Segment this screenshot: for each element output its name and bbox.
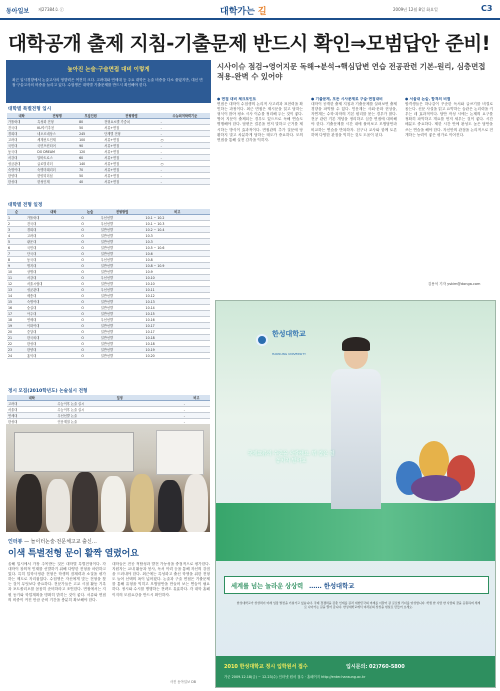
table-cell: 서류+면접 — [103, 173, 159, 179]
ad-footer — [216, 656, 496, 688]
table-cell: KU자기추천 — [36, 125, 78, 131]
table-cell: - — [160, 173, 210, 179]
table-cell: - — [160, 131, 210, 137]
table-cell: 일반선발 — [100, 347, 145, 353]
table-cell: 10.17 — [145, 329, 210, 335]
right-article-col2 — [311, 97, 397, 287]
table-cell: O — [80, 341, 99, 347]
hansung-university-ad — [215, 300, 496, 688]
table-cell: - — [183, 401, 210, 407]
essay-admission-table — [7, 395, 210, 425]
ad-model-body — [331, 369, 381, 509]
table-cell: 가톨릭대 — [7, 119, 36, 125]
table-cell: 10 — [7, 269, 26, 275]
table-header: 논술 — [80, 209, 99, 215]
table-cell: - — [160, 125, 210, 131]
table-cell: O — [80, 347, 99, 353]
page-number: C3 — [481, 4, 493, 13]
info-box-title: 높아진 논술·구술면접 대비 이렇게 — [67, 67, 150, 73]
ad-tagline-bar — [224, 576, 489, 594]
table-cell: 서울시립대 — [26, 281, 80, 287]
table-cell: O — [80, 287, 99, 293]
ad-model — [326, 331, 386, 511]
table-cell: O — [80, 311, 99, 317]
table-cell: 우선선발 논술 — [57, 413, 183, 419]
table-cell: - — [160, 149, 210, 155]
table-cell: 연세대 — [7, 413, 57, 419]
table-cell: 수능이후 논술 실시 — [57, 407, 183, 413]
ad-green-band — [216, 503, 496, 561]
table-cell: 고려대 — [7, 401, 57, 407]
table-header: 전형방법 — [100, 209, 145, 215]
person-figure — [16, 474, 42, 532]
person-figure — [46, 479, 70, 532]
table-cell: 광운대 — [26, 239, 80, 245]
table-header: 비고 — [183, 395, 210, 401]
col1-body: 면접은 대학이 수험생의 논리적 사고력과 표현력을 확인하는 과정이다. 최근 면접은 제시문을 읽고 답하는 형식이 많아 평소 시사 이슈를 정리해 두는 것이 좋다. 영어 지문이 출제되는 경우도 있으므로 독해 연습도 병행해야 한다. 답변은 결론을 먼저 말하고 근거를 제시하는 방식이 효과적이다. 면접관의 추가 질문에 당황하지 말고 차분하게 답하는 태도가 중요하다. 모의 면접을 통해 실전 감각을 익히자. — [217, 102, 303, 142]
table-cell: 5 — [7, 239, 26, 245]
table-cell: 전형요소별 가중치 — [103, 119, 159, 125]
table-cell: 성균관대 — [26, 287, 80, 293]
table-cell: 한성대 — [7, 419, 57, 425]
table-cell: O — [80, 227, 99, 233]
table-cell: 세종대 — [26, 293, 80, 299]
table-cell: 80 — [78, 119, 103, 125]
table-cell: - — [160, 119, 210, 125]
table-cell: O — [80, 257, 99, 263]
table-cell: 19 — [7, 323, 26, 329]
table-cell: 11 — [7, 275, 26, 281]
special-admission-table — [7, 113, 210, 185]
table-cell: 한성대 — [26, 341, 80, 347]
table-cell: DO DREAM — [36, 149, 78, 155]
right-article-col3 — [405, 97, 493, 279]
table-header: 순 — [7, 209, 26, 215]
table-cell: 서류+면접 — [103, 161, 159, 167]
table-cell: 서류+면접 — [103, 149, 159, 155]
person-figure — [130, 474, 154, 532]
table-header: 수능최저학력기준 — [160, 113, 210, 119]
table-cell: 10.18 — [145, 341, 210, 347]
person-figure — [101, 476, 126, 532]
table-cell: 일반선발 — [100, 329, 145, 335]
table-cell: 10.12 — [145, 293, 210, 299]
table-cell: 일반선발 — [100, 341, 145, 347]
classroom-photo — [6, 424, 210, 532]
table2-title: 대학별 전형 일정 — [8, 203, 43, 208]
table-cell: 10.10 — [145, 281, 210, 287]
table-cell: 17 — [7, 311, 26, 317]
table-header: 일정 — [57, 395, 183, 401]
info-box-body: 최근 입시경향에서 논술고사의 영향력은 여전히 크다. 고려대와 연세대 등 주요 대학은 논술 비중을 다소 줄였지만, 대신 면접·구술고사의 비중을 늘리고 있다. 수험생은 대학별 기출문제를 반드시 확인해야 한다. — [12, 78, 203, 87]
issue-number: 제27384호 ⓒ — [38, 7, 64, 12]
table-cell: O — [80, 233, 99, 239]
table-cell: 7 — [7, 251, 26, 257]
table-header: 대학 — [7, 395, 57, 401]
table-cell: - — [160, 179, 210, 185]
table3-title: 정시 모집(2010학년도) 논술실시 전형 — [8, 389, 88, 394]
table-cell: 가톨릭대 — [26, 215, 80, 221]
table-cell: 일반선발 — [100, 227, 145, 233]
table-cell: 10.3 — [145, 239, 210, 245]
ad-admission-title: 2010 한성대학교 정시 입학원서 접수 — [224, 664, 308, 670]
table-cell: ○ — [160, 137, 210, 143]
table-cell: 우선선발 — [100, 221, 145, 227]
table-cell: 일반선발 — [100, 305, 145, 311]
table-cell: 140 — [78, 161, 103, 167]
table-cell: - — [160, 167, 210, 173]
table-cell: 성균관대 — [7, 161, 36, 167]
table-cell: 2 — [7, 221, 26, 227]
table-cell: 상명대 — [26, 269, 80, 275]
table-cell: 10.16 — [145, 317, 210, 323]
table-cell: 21 — [7, 335, 26, 341]
table-cell: 아주대 — [26, 311, 80, 317]
kicker-text: — 놀이터논술·전문체고교 출신… — [24, 539, 97, 545]
table-cell: 10.9 — [145, 269, 210, 275]
table-cell: 네오르네상스 — [36, 131, 78, 137]
table-cell: 경희대 — [26, 227, 80, 233]
table-cell: 10.1 ~ 10.2 — [145, 215, 210, 221]
table-cell: 일반선발 — [100, 263, 145, 269]
table-cell: 단계별 전형 — [103, 131, 159, 137]
table-cell: 10.20 — [145, 353, 210, 359]
table-cell: 일반선발 — [100, 281, 145, 287]
table-cell: 1 — [7, 215, 26, 221]
table-cell: 서류+면접 — [103, 125, 159, 131]
table-cell: 10.19 — [145, 347, 210, 353]
ad-slogan: 국제교류의 수준을 사랑해요. 뭐 잡은 걸 놓치지 말아요 — [247, 451, 335, 464]
page-header — [0, 0, 500, 20]
table-cell: 18 — [7, 317, 26, 323]
table-cell: 일반선발 — [100, 335, 145, 341]
table-header: 전형방법 — [103, 113, 159, 119]
table-cell: 국민프런티어 — [36, 143, 78, 149]
table-cell: 동국대 — [26, 257, 80, 263]
section-title — [220, 4, 267, 17]
table-cell: 숙명미래리더 — [36, 167, 78, 173]
table-cell: 22 — [7, 341, 26, 347]
table-cell: 10.18 — [145, 335, 210, 341]
table-cell: O — [80, 329, 99, 335]
table-cell: 명지대 — [26, 263, 80, 269]
figurine — [411, 475, 461, 501]
table-cell: 일반선발 — [100, 233, 145, 239]
table-header: 전형명 — [36, 113, 78, 119]
table-cell: 서강대 — [26, 275, 80, 281]
table-cell: O — [80, 305, 99, 311]
table-cell: 알바트로스 — [36, 155, 78, 161]
col1-heading: ● 면접 대비 체크포인트 — [217, 97, 257, 101]
table-cell: 서울대 — [7, 407, 57, 413]
table-cell: 10.5 ~ 10.6 — [145, 245, 210, 251]
table-cell: ○ — [160, 161, 210, 167]
ad-fine-print: 한성대학교가 상상력이 미래 입장 발전을 키워가고 있습니다. 국제 경쟁력을 갖춘 인재를 길러 대한민국의 미래를 이끌어 갈 글로벌 리더를 양성합니다. 학생 한 사람 한 사람의 꿈을 응원하며 세계로 나아가는 길을 열어 갑니다. 한성대학교에서 여러분의 상상을 현실로 만들어 보세요. — [236, 601, 481, 610]
table-cell: 10.3 — [145, 233, 210, 239]
table-cell: 14 — [7, 293, 26, 299]
photo-credit: 사진 동아일보 DB — [170, 680, 197, 684]
col3-body: 합격생들은 하나같이 꾸준한 독서와 글쓰기를 비결로 꼽는다. 신문 사설을 읽고 요약하는 습관은 논리력을 키우는 데 효과적이다. 답안 작성 시에는 논제의 요구를 정확히 파악하고 개요를 먼저 세우는 것이 좋다. 시간 배분도 중요하다. 제한 시간 안에 완성도 높은 답안을 쓰는 연습을 해야 한다. 자신만의 관점을 논리적으로 전개하는 능력이 좋은 평가로 이어진다. — [405, 102, 493, 137]
table-cell: - — [183, 419, 210, 425]
ad-logo-en: HANSUNG UNIVERSITY — [272, 352, 306, 356]
table-cell: O — [80, 335, 99, 341]
table-cell: 중앙대 — [26, 329, 80, 335]
table-cell: 10.2 ~ 10.4 — [145, 227, 210, 233]
ad-model-hair — [342, 337, 370, 351]
table-cell: 홍익대 — [26, 353, 80, 359]
table-cell: 일반선발 — [100, 311, 145, 317]
table-cell: 서류+면접 — [103, 179, 159, 185]
table-cell: 40 — [78, 179, 103, 185]
table-cell: 한양대 — [7, 173, 36, 179]
table-cell: 한성대 — [7, 179, 36, 185]
info-box — [6, 60, 211, 103]
schedule-table — [7, 209, 210, 359]
article-subhead: 이색 특별전형 문이 활짝 열렸어요 — [8, 549, 139, 559]
table-cell: - — [183, 407, 210, 413]
table-cell: 우선선발 — [100, 257, 145, 263]
table-cell: O — [80, 263, 99, 269]
table-cell: 일반선발 — [100, 251, 145, 257]
table-cell: 120 — [78, 149, 103, 155]
table-header: 대학 — [7, 113, 36, 119]
table-cell: 일반선발 — [100, 293, 145, 299]
table-cell: 인문계열 논술 — [57, 419, 183, 425]
table-cell: O — [80, 299, 99, 305]
table-header: 모집인원 — [78, 113, 103, 119]
table-cell: 70 — [78, 167, 103, 173]
ad-tagline-name: …… 한성대학교 — [309, 582, 355, 590]
table-cell: 건국대 — [7, 125, 36, 131]
table-cell: 90 — [78, 143, 103, 149]
col2-heading: ● 기출문제, 모든 시사문제로 구술·면접대비 — [311, 97, 383, 101]
table-cell: 고려대 — [26, 233, 80, 239]
whiteboard — [14, 432, 134, 472]
publish-date: 2009년 12월 8일 화요일 — [393, 7, 438, 12]
table-cell: O — [80, 281, 99, 287]
table-cell: 숭실대 — [26, 305, 80, 311]
table-cell: 수능이후 논술 실시 — [57, 401, 183, 407]
table-cell: 10.17 — [145, 323, 210, 329]
table-cell: 서류+면접 — [103, 143, 159, 149]
table-cell: 16 — [7, 305, 26, 311]
table-cell: 세계선도인재 — [36, 137, 78, 143]
table-cell: 서류+면접 — [103, 137, 159, 143]
kicker-label: 인터뷰 — [8, 539, 23, 545]
table-cell: 10.8 — [145, 257, 210, 263]
table1-title: 대학별 특별전형 입시 — [8, 107, 52, 112]
table-cell: 우선선발 — [100, 317, 145, 323]
table-cell: 100 — [78, 137, 103, 143]
person-figure — [158, 480, 182, 532]
table-header: 대학 — [26, 209, 80, 215]
right-article-col1 — [217, 97, 303, 287]
newspaper-name: 동아일보 — [6, 8, 30, 15]
table-row — [7, 179, 210, 185]
table-cell: 13 — [7, 287, 26, 293]
table-cell: - — [183, 413, 210, 419]
table-cell: 건국대 — [26, 221, 80, 227]
table-cell: 9 — [7, 263, 26, 269]
table-cell: 일반선발 — [100, 269, 145, 275]
table-cell: 우선선발 — [100, 275, 145, 281]
ad-schedule: 가군 2009.12.18(금) ~ 12.23(수) 인터넷 원서 접수 · 홈페이지 http://enter.hansung.ac.kr — [224, 675, 366, 679]
article-lead: 시사이슈 점검→영어지문 독해→분석→핵심답변 연습 전공관련 기본-원리, 심층면접 적용-완벽 수 있어야 — [217, 62, 486, 81]
table-header: 비고 — [145, 209, 210, 215]
col3-heading: ● 서울대 논술, 합격의 비결 — [405, 97, 451, 101]
table-cell: 20 — [7, 329, 26, 335]
table-cell: 10.14 — [145, 305, 210, 311]
table-cell: 일반선발 — [100, 239, 145, 245]
table-cell: 한국외대 — [26, 335, 80, 341]
table-cell: 60 — [78, 155, 103, 161]
table-cell: O — [80, 215, 99, 221]
table-cell: 고려대 — [7, 137, 36, 143]
reporter-signature: 김용석 기자 yskim@donga.com — [428, 282, 481, 286]
table-cell: 한양대 — [26, 347, 80, 353]
table-cell: O — [80, 275, 99, 281]
table-row — [7, 353, 210, 359]
table-cell: 글로벌리더 — [36, 161, 78, 167]
table-cell: - — [160, 143, 210, 149]
table-cell: 동국대 — [7, 149, 36, 155]
table-cell: 245 — [78, 131, 103, 137]
table-cell: 우선선발 — [100, 215, 145, 221]
table-cell: 일반선발 — [100, 323, 145, 329]
table-cell: O — [80, 269, 99, 275]
article-kicker — [8, 538, 97, 545]
table-cell: 경희대 — [7, 131, 36, 137]
table-cell: 숙명여대 — [7, 167, 36, 173]
table-cell: 국민대 — [7, 143, 36, 149]
table-cell: 10.13 — [145, 299, 210, 305]
ad-phone: 입시문의: 02)760-5800 — [346, 664, 405, 670]
ad-logo — [256, 321, 306, 359]
table-cell: 일반선발 — [100, 353, 145, 359]
table-cell: 일반선발 — [100, 245, 145, 251]
table-cell: O — [80, 323, 99, 329]
person-figure — [72, 472, 98, 532]
table-cell: 국민대 — [26, 245, 80, 251]
ad-tagline: 세계를 넘는 놀라운 상상력 — [231, 582, 304, 590]
section-title-b: 길 — [257, 7, 267, 17]
table-cell: 10.8 ~ 10.9 — [145, 263, 210, 269]
ad-logo-text: 한성대학교 — [272, 330, 306, 338]
ad-figurines — [391, 431, 486, 511]
table-cell: 6 — [7, 245, 26, 251]
table-cell: 12 — [7, 281, 26, 287]
table-cell: O — [80, 353, 99, 359]
table-cell: 숙명여대 — [26, 299, 80, 305]
table-cell: 10.6 — [145, 251, 210, 257]
table-cell: 단국대 — [26, 251, 80, 257]
table-cell: 50 — [78, 173, 103, 179]
table-cell: 10.15 — [145, 311, 210, 317]
section-title-a: 대학가는 — [220, 7, 255, 17]
table-cell: 특성화 전형 — [36, 119, 78, 125]
table-cell: O — [80, 221, 99, 227]
table-cell: 연세대 — [26, 317, 80, 323]
person-figure — [184, 474, 208, 532]
table-cell: - — [160, 155, 210, 161]
table-cell: 서강대 — [7, 155, 36, 161]
table-cell: 24 — [7, 353, 26, 359]
table-cell: 8 — [7, 257, 26, 263]
table-cell: 일반선발 — [100, 299, 145, 305]
left-article-col1: 올해 입시에서 가장 주목받는 것은 대학별 특별전형이다. 각 대학이 창의적 인재를 선발하기 위해 다양한 전형을 마련하고 있다. 특히 입학사정관 전형은 학생의 잠재력과 소질을 평가하는 제도로 자리잡았다. 수험생은 자신에게 맞는 전형을 찾는 것이 무엇보다 중요하다. 전문가들은 고교 시절 활동 기록과 포트폴리오를 꼼꼼히 준비하라고 조언한다. 면접에서는 지원 동기와 학업계획을 명확히 밝히는 것이 좋다. 서류와 면접의 비중이 커진 만큼 준비 기간을 충분히 확보해야 한다. — [8, 562, 106, 602]
university-emblem-icon — [256, 334, 268, 346]
table-cell: O — [80, 239, 99, 245]
table-cell: 한양리더십 — [36, 173, 78, 179]
table-cell: 이화여대 — [26, 323, 80, 329]
table-cell: 3 — [7, 227, 26, 233]
table-cell: 서류+면접 — [103, 167, 159, 173]
table-cell: 10.1 ~ 10.3 — [145, 221, 210, 227]
table-cell: 50 — [78, 125, 103, 131]
table-cell: 한성인재 — [36, 179, 78, 185]
main-headline: 대학공개 출제 지침-기출문제 반드시 확인⇒모범답안 준비! — [8, 32, 490, 55]
table-cell: O — [80, 245, 99, 251]
table-cell: 23 — [7, 347, 26, 353]
table-cell: 4 — [7, 233, 26, 239]
table-cell: 10.11 — [145, 287, 210, 293]
col2-body: 대학이 공개한 출제 지침과 기출문제를 살펴보면 출제 경향을 파악할 수 있다. 인문계는 사회·문화 현상을, 자연계는 수학·과학의 기본 원리를 묻는 경우가 많다. 전공 관련 기본 개념을 정리하고 심층 면접에 대비해야 한다. 기출문제를 시간 내에 풀어보고 모범답안과 비교하는 연습을 반복하자. 친구나 교사와 함께 토론하며 다양한 관점을 익히는 것도 도움이 된다. — [311, 102, 397, 137]
table-cell: 10.10 — [145, 275, 210, 281]
table-cell: 15 — [7, 299, 26, 305]
window — [156, 430, 204, 475]
table-cell: O — [80, 251, 99, 257]
table-cell: 우선선발 — [100, 287, 145, 293]
table-cell: O — [80, 293, 99, 299]
left-article-col2: 대학들은 전공 적합성과 발전 가능성을 중점적으로 평가한다. 지원자는 교내 활동과 봉사, 독서 이력 등을 통해 자신의 강점을 드러내야 한다. 최근에는 특성화고 출신 학생을 위한 전형도 늘어 선택의 폭이 넓어졌다. 논술과 구술 면접은 기출문제를 통해 유형을 익히고 모범답안을 만들어 보는 연습이 필요하다. 정시와 수시를 병행하는 전략도 유효하다. 각 대학 홈페이지의 모집요강을 반드시 확인하자. — [112, 562, 210, 597]
table-cell: 서류+면접 — [103, 155, 159, 161]
table-cell: O — [80, 317, 99, 323]
